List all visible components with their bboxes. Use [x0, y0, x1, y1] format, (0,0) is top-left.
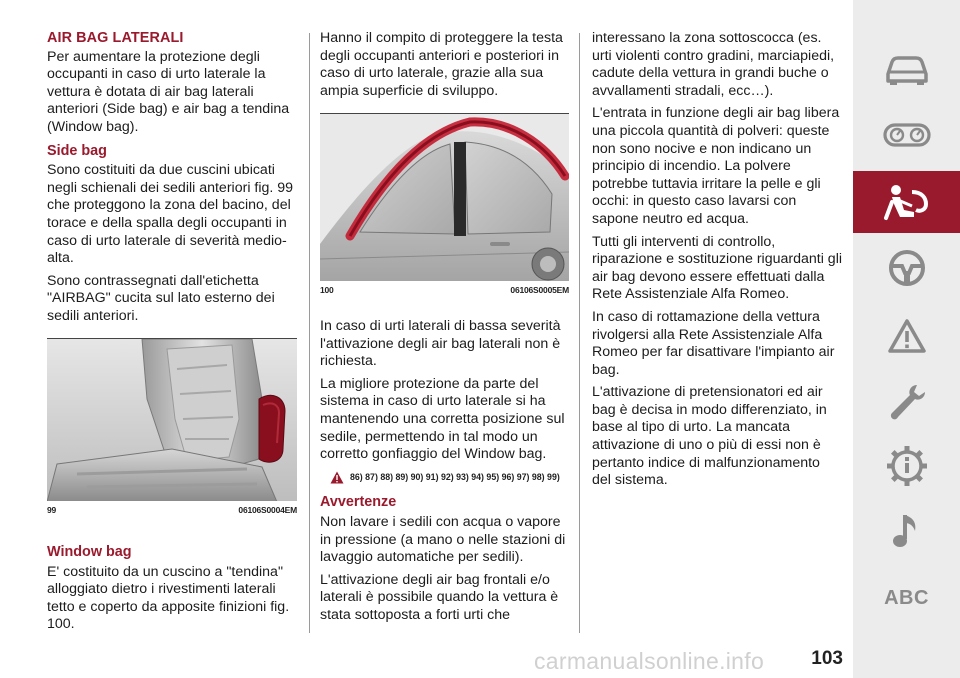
intro-paragraph: Per aumentare la protezione degli occupanti in caso di urto laterale la vettura è dotata di air bag laterali anteriori (Side bag) e air bag a tendina (Window bag).: [47, 48, 290, 135]
sidebar-item-technical[interactable]: [853, 438, 960, 494]
activation-paragraph: L'attivazione di pretensionatori ed air bag è decisa in modo differenziato, in base al tipo di urto. La mancata attivazione di uno o più di essi non è pertanto indice di malfunzionamento del sistema.: [592, 384, 827, 489]
window-bag-heading: Window bag: [47, 544, 132, 560]
powder-paragraph: L'entrata in funzione degli air bag libera una piccola quantità di polveri: queste non sono nocive e non indicano un principio di incendio. La polvere potrebbe tuttavia irritare la pelle e gli occhi: in questo caso lavarsi con sapone neutro ed acqua.: [592, 105, 840, 227]
music-note-icon: [891, 511, 923, 551]
underbody-paragraph: interessano la zona sottoscocca (es. urti violenti contro gradini, marciapiedi, cadute della vettura in grandi buche o avvallamenti stradali, ecc…).: [592, 30, 835, 99]
sidebar-item-safety[interactable]: [853, 171, 960, 233]
wrench-icon: [887, 382, 927, 422]
scrapping-paragraph: In caso di rottamazione della vettura rivolgersi alla Rete Assistenziale Alfa Romeo per far disattivare l'impianto air bag.: [592, 308, 835, 378]
figure-99-number: 99: [47, 505, 57, 515]
window-bag-paragraph: E' costituito da un cuscino a "tendina" alloggiato dietro i rivestimenti laterali tetto e coperto da apposite finizioni fig. 100.: [47, 563, 290, 633]
sidebar-item-emergency[interactable]: [853, 308, 960, 364]
car-window-bag-image: [320, 114, 569, 281]
figure-99: [47, 338, 297, 515]
figure-100-code: 06106S0005EM: [510, 285, 569, 295]
figure-100: [320, 113, 569, 295]
sidebar-item-index[interactable]: [853, 570, 960, 626]
sidebar-item-multimedia[interactable]: [853, 503, 960, 559]
sidebar-item-steering[interactable]: [853, 240, 960, 296]
figure-99-code: 06106S0004EM: [238, 505, 297, 515]
warning-references: [330, 469, 570, 487]
info-gear-icon: [886, 445, 928, 487]
notes-paragraph-1: Non lavare i sedili con acqua o vapore in pressione (a mano o nelle stazioni di lavaggio automatiche per sedili).: [320, 513, 566, 566]
column-divider-2: [579, 33, 580, 633]
best-protection-paragraph: La migliore protezione da parte del sistema in caso di urto laterale si ha mantenendo una corretta posizione sul sedile, permettendo in tal modo un corretto gonfiaggio del Window bag.: [320, 375, 565, 463]
seat-side-bag-image: [47, 339, 297, 501]
notes-paragraph-2: L'attivazione degli air bag frontali e/o laterali è possibile quando la vettura è stata sottoposta a forti urti che: [320, 571, 559, 623]
chapter-sidebar: [853, 0, 960, 678]
watermark: carmanualsonline.info: [534, 648, 765, 674]
dashboard-icon: [883, 123, 931, 147]
low-severity-paragraph: In caso di urti laterali di bassa severità l'attivazione degli air bag laterali non è richiesta.: [320, 318, 561, 370]
column-right: [592, 30, 842, 495]
side-bag-paragraph-2: Sono contrassegnati dall'etichetta "AIRBAG" cucita sul lato esterno dei sedili anteriori.: [47, 272, 275, 324]
window-bag-paragraph-2: Hanno il compito di proteggere la testa degli occupanti anteriori e posteriori in caso di urto laterale, grazie alla sua ampia superficie di sviluppo.: [320, 30, 563, 99]
column-middle-bottom: [320, 318, 570, 630]
side-bag-heading: Side bag: [47, 142, 107, 159]
page-number: 103: [811, 648, 843, 669]
service-paragraph: Tutti gli interventi di controllo, riparazione e sostituzione riguardanti gli air bag devono essere effettuati dalla Rete Assistenziale Alfa Romeo.: [592, 233, 842, 303]
car-window-bag-illustration: [320, 113, 569, 281]
column-middle: [320, 30, 570, 105]
column-left-bottom: [47, 544, 299, 639]
section-title: AIR BAG LATERALI: [47, 30, 184, 46]
column-divider-1: [309, 33, 310, 633]
sidebar-item-car[interactable]: [853, 42, 960, 98]
side-bag-paragraph-1: Sono costituiti da due cuscini ubicati negli schienali dei sedili anteriori fig. 99 che proteggono la zona del bacino, del torace e della spalla degli occupanti in caso di urto laterale di severità medio-alta.: [47, 162, 294, 267]
sidebar-item-maintenance[interactable]: [853, 374, 960, 430]
column-left: [47, 30, 299, 331]
car-icon: [884, 54, 930, 86]
seat-illustration: [47, 338, 297, 501]
warning-triangle-icon: [887, 318, 927, 354]
warning-triangle-icon: [330, 471, 344, 484]
warning-references-text: 86) 87) 88) 89) 90) 91) 92) 93) 94) 95) 96) 97) 98) 99): [350, 471, 560, 482]
seat-safety-icon: [882, 182, 932, 222]
notes-heading: Avvertenze: [320, 494, 397, 511]
figure-100-number: 100: [320, 285, 334, 295]
sidebar-index-label: ABC: [884, 586, 929, 609]
steering-wheel-icon: [887, 248, 927, 288]
sidebar-item-dashboard[interactable]: [853, 107, 960, 163]
